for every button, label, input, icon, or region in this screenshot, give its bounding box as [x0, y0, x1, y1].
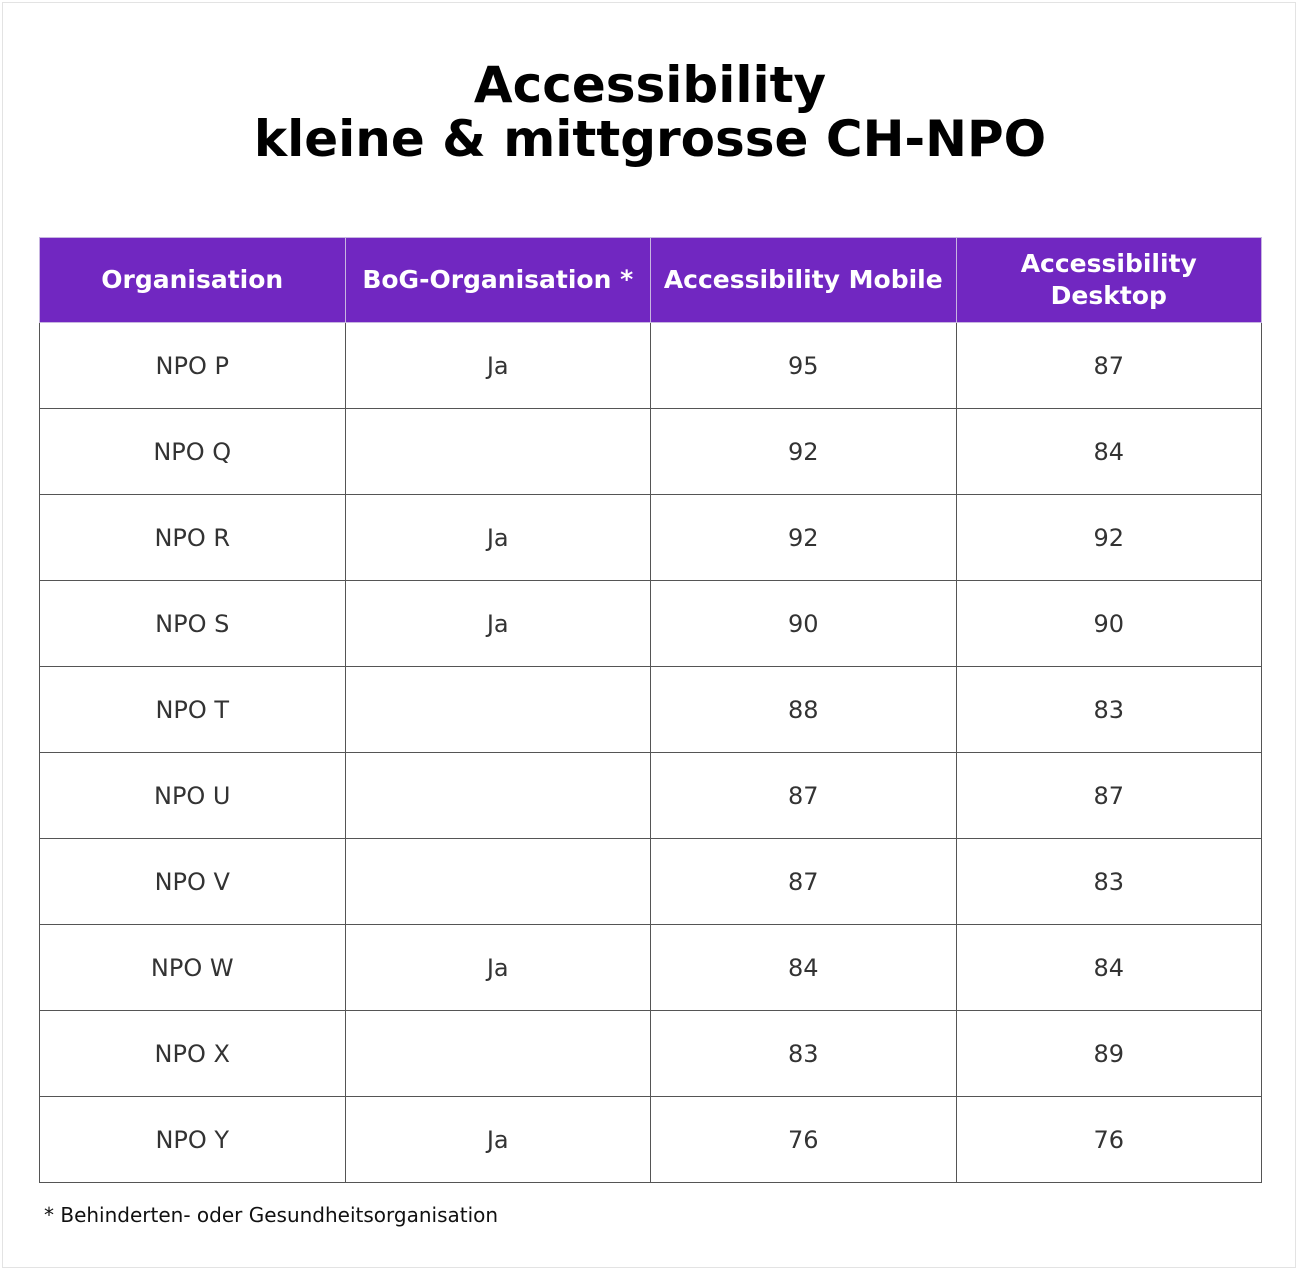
table-cell-bog-organisation [345, 1011, 651, 1097]
table-header [40, 238, 1262, 323]
table-cell-accessibility-mobile: 83 [651, 1011, 957, 1097]
table-cell-accessibility-desktop: 83 [956, 667, 1262, 753]
column-header-organisation: Organisation [40, 238, 346, 323]
table-cell-accessibility-mobile: 88 [651, 667, 957, 753]
table-cell-organisation: NPO W [40, 925, 346, 1011]
table-cell-accessibility-desktop: 76 [956, 1097, 1262, 1183]
table-row [40, 925, 1262, 1011]
table-cell-organisation: NPO S [40, 581, 346, 667]
table-cell-accessibility-mobile: 92 [651, 495, 957, 581]
table-cell-accessibility-desktop: 84 [956, 409, 1262, 495]
table-row [40, 323, 1262, 409]
table-cell-accessibility-mobile: 95 [651, 323, 957, 409]
column-header-accessibility-mobile: Accessibility Mobile [651, 238, 957, 323]
table-row [40, 1011, 1262, 1097]
table-cell-accessibility-desktop: 90 [956, 581, 1262, 667]
table-cell-accessibility-desktop: 87 [956, 753, 1262, 839]
column-header-accessibility-desktop: Accessibility Desktop [956, 238, 1262, 323]
table-cell-accessibility-desktop: 83 [956, 839, 1262, 925]
table-body [40, 323, 1262, 1183]
table-cell-organisation: NPO Q [40, 409, 346, 495]
table-cell-bog-organisation [345, 409, 651, 495]
table-cell-accessibility-mobile: 84 [651, 925, 957, 1011]
page-title [0, 58, 1300, 166]
table-cell-accessibility-mobile: 92 [651, 409, 957, 495]
table-row [40, 753, 1262, 839]
table-cell-organisation: NPO P [40, 323, 346, 409]
column-header-bog-organisation: BoG-Organisation * [345, 238, 651, 323]
table-cell-bog-organisation [345, 667, 651, 753]
table-cell-bog-organisation [345, 839, 651, 925]
table-cell-organisation: NPO R [40, 495, 346, 581]
table-cell-bog-organisation [345, 753, 651, 839]
table-cell-accessibility-desktop: 89 [956, 1011, 1262, 1097]
table-cell-organisation: NPO X [40, 1011, 346, 1097]
table-row [40, 839, 1262, 925]
table-row [40, 495, 1262, 581]
table-cell-organisation: NPO Y [40, 1097, 346, 1183]
table-cell-accessibility-mobile: 87 [651, 839, 957, 925]
footnote: * Behinderten- oder Gesundheitsorganisation [44, 1203, 499, 1227]
title-line-1: Accessibility [473, 56, 827, 114]
table-cell-organisation: NPO T [40, 667, 346, 753]
title-line-2: kleine & mittgrosse CH-NPO [253, 110, 1047, 168]
table-row [40, 667, 1262, 753]
table-cell-accessibility-mobile: 76 [651, 1097, 957, 1183]
table-cell-accessibility-mobile: 87 [651, 753, 957, 839]
table-row [40, 581, 1262, 667]
table-cell-bog-organisation: Ja [345, 323, 651, 409]
table-cell-organisation: NPO V [40, 839, 346, 925]
table-cell-bog-organisation: Ja [345, 1097, 651, 1183]
table-cell-accessibility-desktop: 92 [956, 495, 1262, 581]
table-cell-accessibility-desktop: 84 [956, 925, 1262, 1011]
table-row [40, 409, 1262, 495]
table-cell-organisation: NPO U [40, 753, 346, 839]
table-cell-bog-organisation: Ja [345, 581, 651, 667]
table-cell-bog-organisation: Ja [345, 925, 651, 1011]
table-cell-bog-organisation: Ja [345, 495, 651, 581]
table-cell-accessibility-mobile: 90 [651, 581, 957, 667]
table-cell-accessibility-desktop: 87 [956, 323, 1262, 409]
table-row [40, 1097, 1262, 1183]
accessibility-table [39, 237, 1262, 1183]
header-row [40, 238, 1262, 323]
